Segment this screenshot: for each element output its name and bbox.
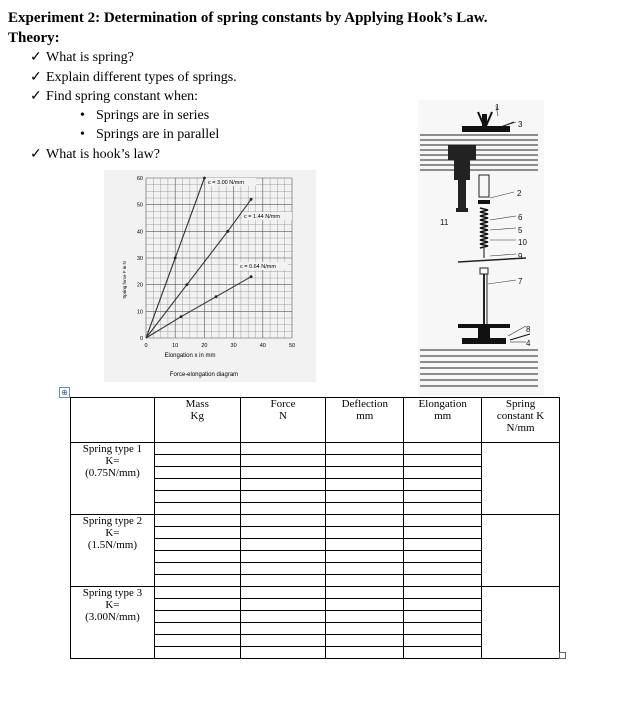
- data-cell[interactable]: [404, 635, 482, 647]
- chart-background: [104, 170, 316, 382]
- data-cell[interactable]: [240, 551, 326, 563]
- part-label: 6: [518, 213, 523, 222]
- data-cell[interactable]: [154, 455, 240, 467]
- bullet-icon: •: [80, 127, 85, 142]
- data-cell[interactable]: [154, 551, 240, 563]
- y-tick-label: 0: [139, 336, 143, 342]
- data-cell[interactable]: [404, 623, 482, 635]
- data-cell[interactable]: [154, 647, 240, 659]
- data-cell[interactable]: [404, 515, 482, 527]
- data-cell[interactable]: [404, 575, 482, 587]
- checklist-item: ✓ Explain different types of springs.: [30, 70, 237, 85]
- bullet-item: • Springs are in series: [80, 108, 210, 123]
- data-cell[interactable]: [326, 635, 404, 647]
- part-label: 5: [518, 226, 523, 235]
- series-label: c = 1.44 N/mm: [244, 214, 280, 220]
- data-cell[interactable]: [326, 455, 404, 467]
- part-label: 7: [518, 277, 523, 286]
- y-tick-label: 30: [136, 256, 143, 262]
- data-cell[interactable]: [240, 443, 326, 455]
- data-point: [203, 177, 206, 180]
- data-cell[interactable]: [404, 467, 482, 479]
- data-cell[interactable]: [326, 503, 404, 515]
- data-cell[interactable]: [154, 587, 240, 599]
- data-cell[interactable]: [326, 563, 404, 575]
- data-cell[interactable]: [240, 575, 326, 587]
- data-cell[interactable]: [404, 503, 482, 515]
- data-cell[interactable]: [154, 635, 240, 647]
- spring-constant-cell[interactable]: [482, 443, 560, 515]
- data-cell[interactable]: [326, 491, 404, 503]
- data-cell[interactable]: [404, 539, 482, 551]
- data-cell[interactable]: [154, 515, 240, 527]
- data-cell[interactable]: [404, 527, 482, 539]
- data-cell[interactable]: [326, 551, 404, 563]
- data-point: [185, 283, 188, 286]
- column-header: Deflection mm: [326, 398, 404, 443]
- check-icon: ✓: [30, 89, 42, 104]
- data-cell[interactable]: [154, 611, 240, 623]
- data-cell[interactable]: [404, 491, 482, 503]
- data-cell[interactable]: [154, 539, 240, 551]
- checklist-item: ✓ What is hook’s law?: [30, 147, 160, 162]
- check-icon: ✓: [30, 50, 42, 65]
- data-cell[interactable]: [154, 527, 240, 539]
- spring-type-label: Spring type 1 K= (0.75N/mm): [71, 443, 155, 515]
- paragraph-end-marker: [559, 652, 566, 659]
- header-corner-cell: [71, 398, 155, 443]
- data-cell[interactable]: [326, 515, 404, 527]
- spring-type-label: Spring type 3 K= (3.00N/mm): [71, 587, 155, 659]
- data-cell[interactable]: [154, 563, 240, 575]
- column-header: Mass Kg: [154, 398, 240, 443]
- data-cell[interactable]: [240, 563, 326, 575]
- data-cell[interactable]: [240, 491, 326, 503]
- x-tick-label: 50: [288, 343, 296, 349]
- table-header-row: [71, 398, 560, 443]
- spring-constant-cell[interactable]: [482, 587, 560, 659]
- data-point: [174, 257, 177, 260]
- data-cell[interactable]: [154, 599, 240, 611]
- data-cell[interactable]: [240, 647, 326, 659]
- data-cell[interactable]: [404, 587, 482, 599]
- data-cell[interactable]: [240, 503, 326, 515]
- data-cell[interactable]: [326, 647, 404, 659]
- data-cell[interactable]: [240, 623, 326, 635]
- x-axis-label: Elongation x in mm: [164, 353, 216, 359]
- data-cell[interactable]: [154, 479, 240, 491]
- data-point: [226, 230, 229, 233]
- data-cell[interactable]: [240, 635, 326, 647]
- part-label: 8: [526, 325, 531, 334]
- data-cell[interactable]: [326, 467, 404, 479]
- spring-type-label: Spring type 2 K= (1.5N/mm): [71, 515, 155, 587]
- table-move-handle-icon[interactable]: ⊕: [59, 387, 70, 398]
- part-label: 1: [495, 103, 500, 112]
- data-cell[interactable]: [404, 611, 482, 623]
- data-cell[interactable]: [240, 467, 326, 479]
- data-point: [180, 315, 183, 318]
- force-elongation-chart: [104, 170, 316, 382]
- y-axis-label: Spring force F in N: [122, 261, 127, 299]
- data-cell[interactable]: [326, 587, 404, 599]
- series-label: c = 0.64 N/mm: [240, 264, 276, 270]
- data-cell[interactable]: [154, 575, 240, 587]
- column-header: Force N: [240, 398, 326, 443]
- checklist-item: ✓ What is spring?: [30, 50, 134, 65]
- column-header: Spring constant K N/mm: [482, 398, 560, 443]
- data-cell[interactable]: [240, 527, 326, 539]
- data-cell[interactable]: [240, 587, 326, 599]
- check-icon: ✓: [30, 70, 42, 85]
- data-cell[interactable]: [240, 455, 326, 467]
- data-point: [250, 275, 253, 278]
- data-cell[interactable]: [326, 575, 404, 587]
- y-tick-label: 20: [136, 282, 143, 289]
- y-tick-label: 50: [136, 202, 143, 209]
- data-cell[interactable]: [154, 491, 240, 503]
- table-row: [71, 443, 560, 455]
- x-tick-label: 0: [144, 343, 148, 349]
- data-cell[interactable]: [326, 539, 404, 551]
- measurement-table: [70, 397, 560, 659]
- y-tick-label: 60: [136, 176, 143, 182]
- series-label: c = 3.00 N/mm: [208, 180, 244, 186]
- part-label: 9: [518, 252, 523, 261]
- part-label: 2: [517, 189, 522, 198]
- part-label: 4: [526, 339, 531, 348]
- column-header: Elongation mm: [404, 398, 482, 443]
- part-label: 3: [518, 120, 523, 129]
- bullet-item: • Springs are in parallel: [80, 127, 220, 142]
- data-cell[interactable]: [154, 467, 240, 479]
- data-point: [250, 198, 253, 201]
- data-cell[interactable]: [326, 479, 404, 491]
- data-cell[interactable]: [326, 611, 404, 623]
- data-cell[interactable]: [154, 443, 240, 455]
- bullet-icon: •: [80, 108, 85, 123]
- data-cell[interactable]: [240, 599, 326, 611]
- data-cell[interactable]: [240, 479, 326, 491]
- part-label: 11: [440, 218, 449, 227]
- x-tick-label: 10: [172, 343, 179, 349]
- data-cell[interactable]: [154, 623, 240, 635]
- data-cell[interactable]: [326, 527, 404, 539]
- data-cell[interactable]: [404, 551, 482, 563]
- data-cell[interactable]: [326, 599, 404, 611]
- check-icon: ✓: [30, 147, 42, 162]
- x-tick-label: 30: [230, 343, 237, 349]
- experiment-title: Experiment 2: Determination of spring constants by Applying Hook’s Law.: [8, 10, 488, 26]
- data-cell[interactable]: [404, 443, 482, 455]
- checklist-item: ✓ Find spring constant when:: [30, 89, 199, 104]
- spring-apparatus-drawing: [418, 100, 544, 396]
- data-cell[interactable]: [240, 611, 326, 623]
- chart-grid: [146, 178, 292, 338]
- data-cell[interactable]: [404, 455, 482, 467]
- y-tick-label: 40: [136, 229, 143, 236]
- data-cell[interactable]: [404, 479, 482, 491]
- data-cell[interactable]: [404, 599, 482, 611]
- part-label: 10: [518, 238, 527, 247]
- theory-heading: Theory:: [8, 30, 60, 46]
- table-row: [71, 515, 560, 527]
- data-cell[interactable]: [326, 623, 404, 635]
- x-tick-label: 40: [259, 343, 266, 349]
- y-tick-label: 10: [136, 309, 143, 316]
- data-cell[interactable]: [154, 503, 240, 515]
- x-tick-label: 20: [201, 343, 208, 349]
- data-point: [215, 295, 218, 298]
- table-row: [71, 587, 560, 599]
- data-cell[interactable]: [404, 563, 482, 575]
- data-cell[interactable]: [240, 539, 326, 551]
- data-cell[interactable]: [326, 443, 404, 455]
- spring-constant-cell[interactable]: [482, 515, 560, 587]
- data-cell[interactable]: [404, 647, 482, 659]
- chart-caption: Force-elongation diagram: [169, 372, 239, 378]
- data-cell[interactable]: [240, 515, 326, 527]
